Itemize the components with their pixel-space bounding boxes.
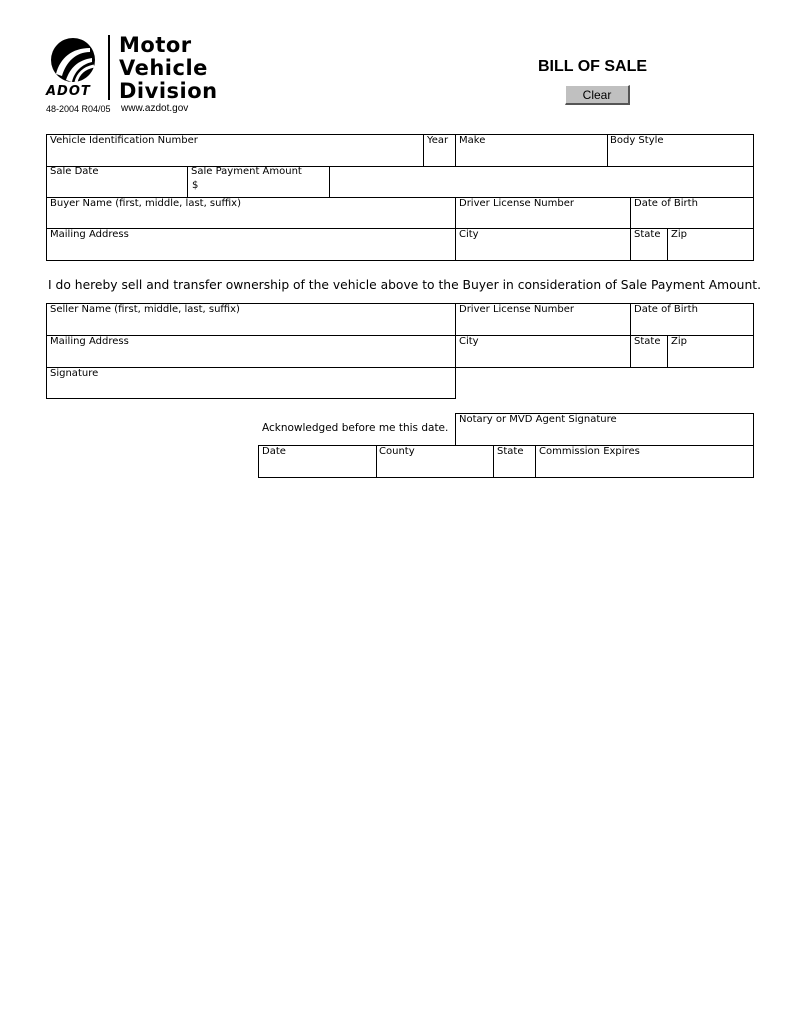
commission-expires-field[interactable]: Commission Expires <box>539 446 640 457</box>
brand-line-vehicle: Vehicle <box>119 56 208 80</box>
page-title: BILL OF SALE <box>538 58 648 75</box>
currency-symbol: $ <box>192 180 199 191</box>
acknowledgement-text: Acknowledged before me this date. <box>262 422 449 434</box>
brand-line-division: Division <box>119 79 218 103</box>
website-link: www.azdot.gov <box>121 103 189 114</box>
body-style-field[interactable]: Body Style <box>610 135 664 146</box>
buyer-name-field[interactable]: Buyer Name (first, middle, last, suffix) <box>50 198 241 209</box>
notary-county-field[interactable]: County <box>379 446 415 457</box>
adot-logo-text: ADOT <box>46 84 91 99</box>
seller-city-field[interactable]: City <box>459 336 479 347</box>
notary-date-field[interactable]: Date <box>262 446 286 457</box>
form-number: 48-2004 R04/05 <box>46 104 111 114</box>
seller-zip-field[interactable]: Zip <box>671 336 687 347</box>
brand-line-motor: Motor <box>119 33 192 57</box>
buyer-dob-field[interactable]: Date of Birth <box>634 198 698 209</box>
buyer-zip-field[interactable]: Zip <box>671 229 687 240</box>
sale-date-field[interactable]: Sale Date <box>50 166 99 177</box>
buyer-license-field[interactable]: Driver License Number <box>459 198 574 209</box>
seller-address-field[interactable]: Mailing Address <box>50 336 129 347</box>
brand-divider <box>108 35 110 100</box>
seller-license-field[interactable]: Driver License Number <box>459 304 574 315</box>
seller-signature-box <box>46 367 456 399</box>
sale-amount-field[interactable]: Sale Payment Amount <box>191 166 302 177</box>
notary-state-field[interactable]: State <box>497 446 524 457</box>
notary-signature-field[interactable]: Notary or MVD Agent Signature <box>459 414 617 425</box>
seller-dob-field[interactable]: Date of Birth <box>634 304 698 315</box>
seller-state-field[interactable]: State <box>634 336 661 347</box>
transfer-statement: I do hereby sell and transfer ownership of the vehicle above to the Buyer in consideration of Sale Payment Amount. <box>48 278 761 292</box>
seller-name-field[interactable]: Seller Name (first, middle, last, suffix) <box>50 304 240 315</box>
make-field[interactable]: Make <box>459 135 486 146</box>
buyer-address-field[interactable]: Mailing Address <box>50 229 129 240</box>
year-field[interactable]: Year <box>427 135 449 146</box>
clear-button[interactable]: Clear <box>565 85 630 105</box>
seller-signature-field[interactable]: Signature <box>50 368 99 379</box>
vin-field[interactable]: Vehicle Identification Number <box>50 135 198 146</box>
buyer-state-field[interactable]: State <box>634 229 661 240</box>
buyer-city-field[interactable]: City <box>459 229 479 240</box>
